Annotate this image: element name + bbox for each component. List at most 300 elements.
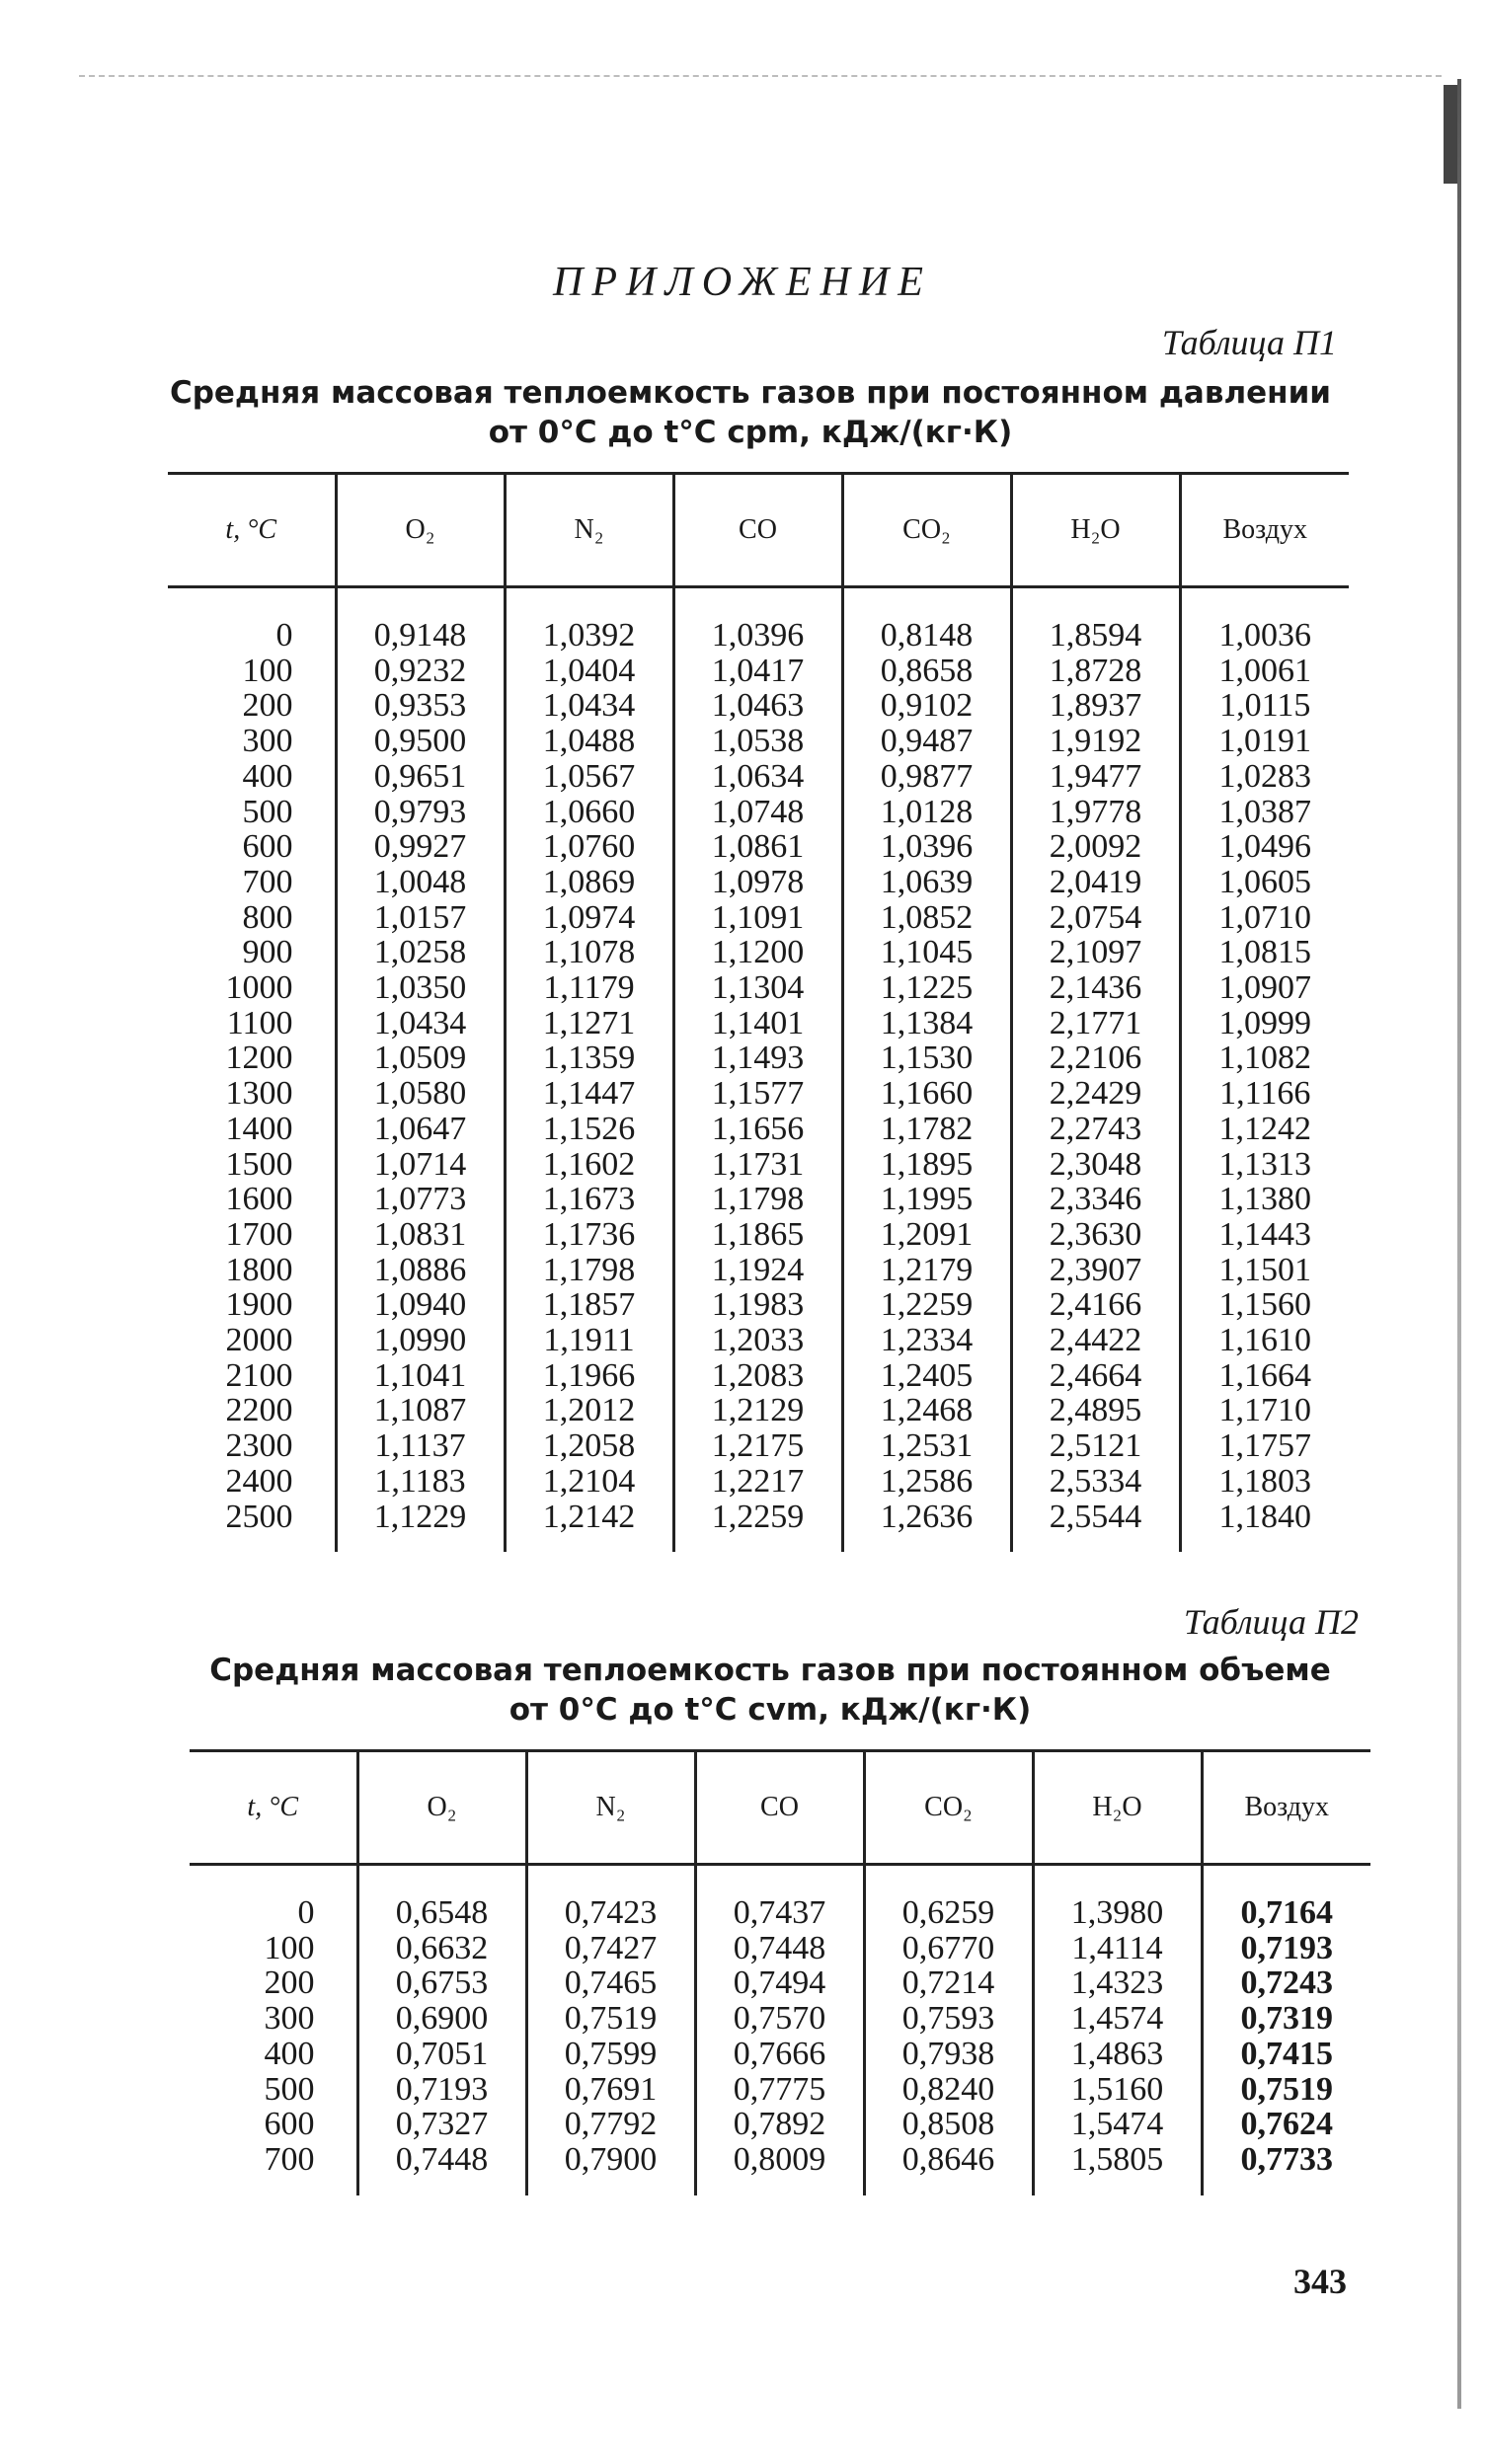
value-cell: 1,0634 — [673, 759, 842, 795]
value-cell: 1,2175 — [673, 1428, 842, 1464]
value-cell: 1,0990 — [336, 1323, 505, 1358]
value-cell: 1,0115 — [1180, 688, 1349, 724]
value-cell: 1,1179 — [505, 970, 673, 1006]
value-cell: 2,1097 — [1011, 935, 1180, 970]
value-cell: 1,9192 — [1011, 724, 1180, 759]
value-cell: 0,9487 — [842, 724, 1011, 759]
value-cell: 1,2179 — [842, 1253, 1011, 1288]
value-cell: 0,7051 — [357, 2037, 526, 2072]
value-cell: 2,2106 — [1011, 1040, 1180, 1076]
table-row — [168, 1182, 1349, 1217]
column-header-gas: O₂ — [336, 474, 505, 587]
value-cell: 1,1610 — [1180, 1323, 1349, 1358]
table-row — [168, 1217, 1349, 1253]
value-cell: 1,0396 — [673, 587, 842, 654]
value-cell: 0,7319 — [1202, 2001, 1370, 2037]
value-cell: 1,1798 — [673, 1182, 842, 1217]
value-cell: 1,0567 — [505, 759, 673, 795]
temperature-cell: 600 — [242, 828, 293, 866]
value-cell: 0,7243 — [1202, 1965, 1370, 2001]
column-header-gas: Воздух — [1180, 474, 1349, 587]
value-cell: 1,2259 — [673, 1500, 842, 1553]
value-cell: 1,5474 — [1033, 2107, 1202, 2142]
value-cell: 0,7193 — [1202, 1931, 1370, 1966]
value-cell: 2,4664 — [1011, 1358, 1180, 1394]
value-cell: 0,6900 — [357, 2001, 526, 2037]
value-cell: 1,0396 — [842, 829, 1011, 865]
temperature-cell: 1600 — [225, 1181, 293, 1218]
value-cell: 1,0434 — [505, 688, 673, 724]
value-cell: 1,0580 — [336, 1076, 505, 1112]
value-cell: 1,0392 — [505, 587, 673, 654]
value-cell: 0,7519 — [526, 2001, 695, 2037]
value-cell: 1,0061 — [1180, 654, 1349, 689]
value-cell: 1,2104 — [505, 1464, 673, 1500]
value-cell: 0,9877 — [842, 759, 1011, 795]
temperature-cell: 2300 — [225, 1427, 293, 1465]
value-cell: 1,0605 — [1180, 865, 1349, 900]
value-cell: 1,1736 — [505, 1217, 673, 1253]
value-cell: 0,8009 — [695, 2142, 864, 2195]
temperature-cell: 1500 — [225, 1145, 293, 1183]
value-cell: 1,0387 — [1180, 795, 1349, 830]
value-cell: 0,7327 — [357, 2107, 526, 2142]
temperature-cell: 500 — [242, 793, 293, 830]
value-cell: 0,7494 — [695, 1965, 864, 2001]
value-cell: 1,0417 — [673, 654, 842, 689]
table-row — [190, 2037, 1370, 2072]
value-cell: 1,0940 — [336, 1287, 505, 1323]
value-cell: 1,1078 — [505, 935, 673, 970]
table-row — [168, 970, 1349, 1006]
value-cell: 2,3048 — [1011, 1147, 1180, 1183]
scan-edge-border — [1457, 79, 1461, 2409]
column-header-gas: CO₂ — [842, 474, 1011, 587]
value-cell: 1,4863 — [1033, 2037, 1202, 2072]
value-cell: 1,1966 — [505, 1358, 673, 1394]
temperature-cell: 500 — [264, 2070, 315, 2108]
value-cell: 0,9927 — [336, 829, 505, 865]
column-header-gas: N₂ — [526, 1751, 695, 1865]
table-p1-title-line2: от 0°С до t°С cpm, кДж/(кг·К) — [488, 415, 1013, 450]
value-cell: 1,1803 — [1180, 1464, 1349, 1500]
value-cell: 1,0404 — [505, 654, 673, 689]
value-cell: 1,0463 — [673, 688, 842, 724]
column-header-gas: Воздух — [1202, 1751, 1370, 1865]
temperature-cell: 300 — [242, 723, 293, 760]
temperature-cell: 300 — [264, 2000, 315, 2038]
value-cell: 0,9651 — [336, 759, 505, 795]
value-cell: 1,0748 — [673, 795, 842, 830]
value-cell: 1,1229 — [336, 1500, 505, 1553]
table-row — [168, 1464, 1349, 1500]
value-cell: 1,1380 — [1180, 1182, 1349, 1217]
temperature-cell: 0 — [297, 1894, 315, 1931]
value-cell: 1,1840 — [1180, 1500, 1349, 1553]
value-cell: 1,2531 — [842, 1428, 1011, 1464]
table-row — [168, 724, 1349, 759]
value-cell: 2,1771 — [1011, 1006, 1180, 1041]
value-cell: 2,0754 — [1011, 900, 1180, 936]
value-cell: 1,5160 — [1033, 2072, 1202, 2108]
temperature-cell: 700 — [242, 863, 293, 900]
value-cell: 2,4422 — [1011, 1323, 1180, 1358]
value-cell: 0,7666 — [695, 2037, 864, 2072]
value-cell: 1,1660 — [842, 1076, 1011, 1112]
value-cell: 0,7900 — [526, 2142, 695, 2195]
value-cell: 1,0488 — [505, 724, 673, 759]
value-cell: 0,9102 — [842, 688, 1011, 724]
value-cell: 1,2142 — [505, 1500, 673, 1553]
table-row — [168, 1253, 1349, 1288]
value-cell: 2,5334 — [1011, 1464, 1180, 1500]
value-cell: 1,0978 — [673, 865, 842, 900]
value-cell: 1,2012 — [505, 1393, 673, 1428]
table-row — [168, 1323, 1349, 1358]
table-p1-caption: Таблица П1 — [1161, 323, 1337, 362]
temperature-cell: 1200 — [225, 1040, 293, 1077]
value-cell: 1,1493 — [673, 1040, 842, 1076]
table-row — [168, 935, 1349, 970]
value-cell: 1,5805 — [1033, 2142, 1202, 2195]
column-header-temperature: t, °С — [190, 1751, 357, 1865]
value-cell: 1,0710 — [1180, 900, 1349, 936]
table-row — [168, 1358, 1349, 1394]
value-cell: 0,8148 — [842, 587, 1011, 654]
table-row — [168, 795, 1349, 830]
value-cell: 1,0048 — [336, 865, 505, 900]
value-cell: 0,7427 — [526, 1931, 695, 1966]
value-cell: 1,1166 — [1180, 1076, 1349, 1112]
table-p1 — [168, 472, 1349, 1552]
value-cell: 0,7448 — [357, 2142, 526, 2195]
value-cell: 0,7448 — [695, 1931, 864, 1966]
table-row — [190, 2142, 1370, 2195]
value-cell: 1,0639 — [842, 865, 1011, 900]
value-cell: 0,6753 — [357, 1965, 526, 2001]
table-row — [190, 1865, 1370, 1931]
value-cell: 1,0191 — [1180, 724, 1349, 759]
table-p2-title-line1: Средняя массовая теплоемкость газов при постоянном объеме — [209, 1653, 1331, 1688]
value-cell: 1,0647 — [336, 1112, 505, 1147]
value-cell: 1,1045 — [842, 935, 1011, 970]
value-cell: 1,0815 — [1180, 935, 1349, 970]
value-cell: 1,0258 — [336, 935, 505, 970]
value-cell: 1,8728 — [1011, 654, 1180, 689]
temperature-cell: 1900 — [225, 1286, 293, 1324]
value-cell: 1,0283 — [1180, 759, 1349, 795]
scan-edge-line — [79, 75, 1442, 77]
value-cell: 1,1577 — [673, 1076, 842, 1112]
table-row — [190, 1965, 1370, 2001]
value-cell: 1,1183 — [336, 1464, 505, 1500]
value-cell: 1,1664 — [1180, 1358, 1349, 1394]
value-cell: 1,1530 — [842, 1040, 1011, 1076]
value-cell: 1,1087 — [336, 1393, 505, 1428]
value-cell: 1,2091 — [842, 1217, 1011, 1253]
value-cell: 0,7465 — [526, 1965, 695, 2001]
table-row — [168, 865, 1349, 900]
value-cell: 1,2468 — [842, 1393, 1011, 1428]
table-row — [168, 1500, 1349, 1553]
value-cell: 0,7519 — [1202, 2072, 1370, 2108]
value-cell: 1,1798 — [505, 1253, 673, 1288]
value-cell: 1,4574 — [1033, 2001, 1202, 2037]
value-cell: 1,0350 — [336, 970, 505, 1006]
temperature-cell: 1100 — [226, 1004, 293, 1041]
value-cell: 0,7214 — [864, 1965, 1033, 2001]
table-header-row — [168, 474, 1349, 587]
value-cell: 1,0760 — [505, 829, 673, 865]
temperature-cell: 200 — [264, 1964, 315, 2002]
temperature-cell: 400 — [242, 757, 293, 795]
value-cell: 1,0660 — [505, 795, 673, 830]
value-cell: 1,1304 — [673, 970, 842, 1006]
temperature-cell: 200 — [242, 687, 293, 725]
value-cell: 1,1560 — [1180, 1287, 1349, 1323]
value-cell: 0,7792 — [526, 2107, 695, 2142]
value-cell: 1,1271 — [505, 1006, 673, 1041]
value-cell: 0,9353 — [336, 688, 505, 724]
column-header-gas: CO — [673, 474, 842, 587]
value-cell: 1,9778 — [1011, 795, 1180, 830]
value-cell: 1,8594 — [1011, 587, 1180, 654]
table-row — [168, 759, 1349, 795]
value-cell: 1,4114 — [1033, 1931, 1202, 1966]
temperature-cell: 2500 — [225, 1498, 293, 1535]
value-cell: 1,1911 — [505, 1323, 673, 1358]
value-cell: 1,4323 — [1033, 1965, 1202, 2001]
value-cell: 1,1656 — [673, 1112, 842, 1147]
value-cell: 1,0974 — [505, 900, 673, 936]
value-cell: 1,1526 — [505, 1112, 673, 1147]
value-cell: 2,3907 — [1011, 1253, 1180, 1288]
value-cell: 0,7437 — [695, 1865, 864, 1931]
value-cell: 1,2129 — [673, 1393, 842, 1428]
value-cell: 0,7423 — [526, 1865, 695, 1931]
table-row — [190, 2072, 1370, 2108]
value-cell: 1,2058 — [505, 1428, 673, 1464]
value-cell: 1,1895 — [842, 1147, 1011, 1183]
value-cell: 0,7938 — [864, 2037, 1033, 2072]
table-p2 — [190, 1749, 1370, 2195]
column-header-gas: H₂O — [1011, 474, 1180, 587]
value-cell: 1,0496 — [1180, 829, 1349, 865]
value-cell: 1,0434 — [336, 1006, 505, 1041]
table-p1-title-line1: Средняя массовая теплоемкость газов при постоянном давлении — [169, 375, 1332, 411]
value-cell: 1,0831 — [336, 1217, 505, 1253]
value-cell: 0,9148 — [336, 587, 505, 654]
temperature-cell: 2400 — [225, 1462, 293, 1500]
table-row — [168, 829, 1349, 865]
temperature-cell: 100 — [264, 1929, 315, 1966]
temperature-cell: 2200 — [225, 1392, 293, 1429]
value-cell: 0,8646 — [864, 2142, 1033, 2195]
table-p2-caption: Таблица П2 — [1183, 1602, 1359, 1642]
value-cell: 0,9500 — [336, 724, 505, 759]
table-header-row — [190, 1751, 1370, 1865]
value-cell: 1,1983 — [673, 1287, 842, 1323]
table-row — [190, 2107, 1370, 2142]
value-cell: 2,4895 — [1011, 1393, 1180, 1428]
value-cell: 1,1501 — [1180, 1253, 1349, 1288]
table-p2-title-line2: от 0°С до t°С cvm, кДж/(кг·К) — [508, 1692, 1032, 1728]
table-row — [168, 1006, 1349, 1041]
value-cell: 0,7570 — [695, 2001, 864, 2037]
value-cell: 0,7892 — [695, 2107, 864, 2142]
value-cell: 0,7415 — [1202, 2037, 1370, 2072]
temperature-cell: 400 — [264, 2035, 315, 2072]
value-cell: 1,0509 — [336, 1040, 505, 1076]
temperature-cell: 2000 — [225, 1322, 293, 1359]
table-row — [168, 1393, 1349, 1428]
value-cell: 1,2405 — [842, 1358, 1011, 1394]
value-cell: 1,1082 — [1180, 1040, 1349, 1076]
value-cell: 1,2217 — [673, 1464, 842, 1500]
table-p1-title — [168, 373, 1333, 452]
value-cell: 1,1782 — [842, 1112, 1011, 1147]
value-cell: 1,8937 — [1011, 688, 1180, 724]
value-cell: 1,1731 — [673, 1147, 842, 1183]
temperature-cell: 600 — [264, 2106, 315, 2143]
temperature-cell: 800 — [242, 898, 293, 936]
value-cell: 1,1401 — [673, 1006, 842, 1041]
value-cell: 0,8240 — [864, 2072, 1033, 2108]
value-cell: 1,2586 — [842, 1464, 1011, 1500]
value-cell: 1,1091 — [673, 900, 842, 936]
value-cell: 2,3346 — [1011, 1182, 1180, 1217]
temperature-cell: 700 — [264, 2140, 315, 2178]
temperature-cell: 1300 — [225, 1075, 293, 1113]
value-cell: 0,7733 — [1202, 2142, 1370, 2195]
value-cell: 1,1995 — [842, 1182, 1011, 1217]
value-cell: 1,1865 — [673, 1217, 842, 1253]
value-cell: 2,0092 — [1011, 829, 1180, 865]
value-cell: 1,0538 — [673, 724, 842, 759]
value-cell: 1,9477 — [1011, 759, 1180, 795]
value-cell: 1,1041 — [336, 1358, 505, 1394]
value-cell: 1,1242 — [1180, 1112, 1349, 1147]
table-row — [168, 1076, 1349, 1112]
value-cell: 1,3980 — [1033, 1865, 1202, 1931]
temperature-cell: 1700 — [225, 1215, 293, 1253]
appendix-heading: ПРИЛОЖЕНИЕ — [553, 260, 932, 305]
value-cell: 2,3630 — [1011, 1217, 1180, 1253]
value-cell: 1,0999 — [1180, 1006, 1349, 1041]
column-header-temperature: t, °С — [168, 474, 336, 587]
value-cell: 0,7593 — [864, 2001, 1033, 2037]
value-cell: 1,0036 — [1180, 587, 1349, 654]
value-cell: 1,2033 — [673, 1323, 842, 1358]
value-cell: 1,1137 — [336, 1428, 505, 1464]
table-row — [168, 900, 1349, 936]
column-header-gas: H₂O — [1033, 1751, 1202, 1865]
temperature-cell: 2100 — [225, 1356, 293, 1394]
value-cell: 1,1225 — [842, 970, 1011, 1006]
value-cell: 0,9232 — [336, 654, 505, 689]
value-cell: 1,0869 — [505, 865, 673, 900]
value-cell: 1,2083 — [673, 1358, 842, 1394]
value-cell: 2,0419 — [1011, 865, 1180, 900]
table-row — [168, 654, 1349, 689]
value-cell: 1,1710 — [1180, 1393, 1349, 1428]
value-cell: 1,1200 — [673, 935, 842, 970]
value-cell: 2,1436 — [1011, 970, 1180, 1006]
value-cell: 0,6770 — [864, 1931, 1033, 1966]
table-row — [168, 1428, 1349, 1464]
table-p2-title — [188, 1651, 1353, 1730]
value-cell: 1,2636 — [842, 1500, 1011, 1553]
value-cell: 0,7775 — [695, 2072, 864, 2108]
value-cell: 1,0907 — [1180, 970, 1349, 1006]
page-number: 343 — [1293, 2262, 1347, 2301]
column-header-gas: CO — [695, 1751, 864, 1865]
value-cell: 2,2429 — [1011, 1076, 1180, 1112]
value-cell: 1,0714 — [336, 1147, 505, 1183]
value-cell: 1,2259 — [842, 1287, 1011, 1323]
table-row — [190, 1931, 1370, 1966]
value-cell: 1,1602 — [505, 1147, 673, 1183]
value-cell: 1,1673 — [505, 1182, 673, 1217]
table-row — [168, 1112, 1349, 1147]
value-cell: 0,6259 — [864, 1865, 1033, 1931]
value-cell: 1,1443 — [1180, 1217, 1349, 1253]
temperature-cell: 100 — [242, 652, 293, 689]
value-cell: 1,0773 — [336, 1182, 505, 1217]
value-cell: 1,1384 — [842, 1006, 1011, 1041]
value-cell: 0,8508 — [864, 2107, 1033, 2142]
value-cell: 2,2743 — [1011, 1112, 1180, 1147]
value-cell: 0,9793 — [336, 795, 505, 830]
column-header-gas: CO₂ — [864, 1751, 1033, 1865]
temperature-cell: 1800 — [225, 1251, 293, 1288]
temperature-cell: 1000 — [225, 969, 293, 1007]
value-cell: 1,0886 — [336, 1253, 505, 1288]
value-cell: 1,2334 — [842, 1323, 1011, 1358]
value-cell: 2,5544 — [1011, 1500, 1180, 1553]
value-cell: 0,6632 — [357, 1931, 526, 1966]
temperature-cell: 900 — [242, 934, 293, 971]
table-row — [168, 1147, 1349, 1183]
value-cell: 0,7193 — [357, 2072, 526, 2108]
temperature-cell: 0 — [275, 617, 293, 654]
value-cell: 1,0128 — [842, 795, 1011, 830]
value-cell: 2,5121 — [1011, 1428, 1180, 1464]
value-cell: 1,1857 — [505, 1287, 673, 1323]
value-cell: 0,8658 — [842, 654, 1011, 689]
value-cell: 1,1359 — [505, 1040, 673, 1076]
value-cell: 1,1313 — [1180, 1147, 1349, 1183]
value-cell: 0,7624 — [1202, 2107, 1370, 2142]
value-cell: 0,7691 — [526, 2072, 695, 2108]
column-header-gas: O₂ — [357, 1751, 526, 1865]
value-cell: 1,0852 — [842, 900, 1011, 936]
temperature-cell: 1400 — [225, 1110, 293, 1147]
value-cell: 1,1924 — [673, 1253, 842, 1288]
table-row — [168, 1040, 1349, 1076]
value-cell: 0,7164 — [1202, 1865, 1370, 1931]
value-cell: 1,0861 — [673, 829, 842, 865]
value-cell: 1,1757 — [1180, 1428, 1349, 1464]
value-cell: 0,7599 — [526, 2037, 695, 2072]
table-row — [168, 688, 1349, 724]
table-row — [168, 587, 1349, 654]
value-cell: 1,1447 — [505, 1076, 673, 1112]
table-row — [168, 1287, 1349, 1323]
table-row — [190, 2001, 1370, 2037]
value-cell: 2,4166 — [1011, 1287, 1180, 1323]
column-header-gas: N₂ — [505, 474, 673, 587]
